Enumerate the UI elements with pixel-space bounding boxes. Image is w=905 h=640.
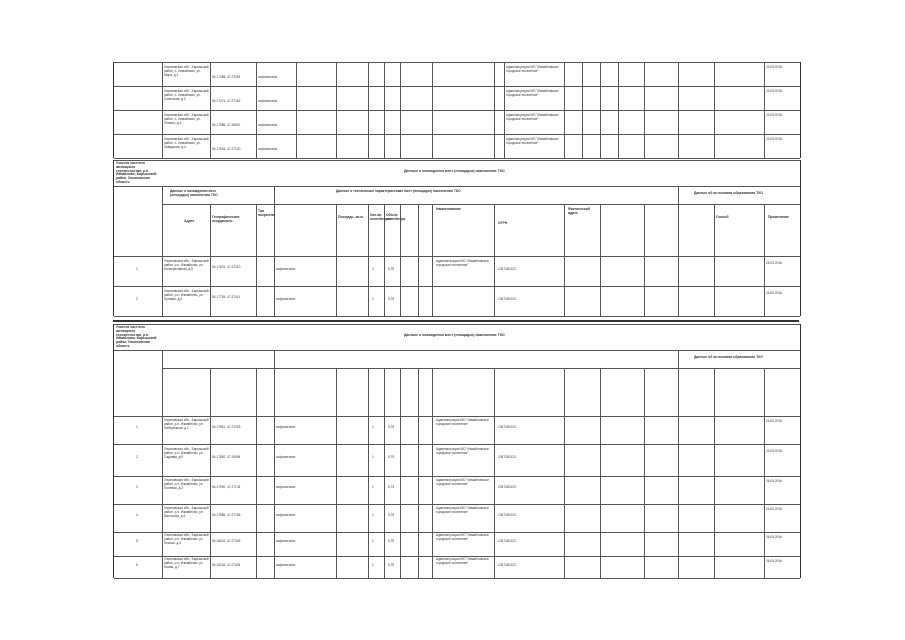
s3-row6-date: 24.05.2016 <box>766 559 782 563</box>
s3-row1-owner: Администрация МО "Измайловское городское поселение" <box>436 418 489 426</box>
s3-row4-owner: Администрация МО "Измайловское городское поселение" <box>436 506 489 514</box>
s1-row4-owner: Администрация МО "Измайловское городское поселение" <box>506 137 559 145</box>
s1-row1-owner: Администрация МО "Измайловское городское поселение" <box>506 65 559 73</box>
s2-row1-owner: Администрация МО "Измайловское городское поселение" <box>436 259 489 267</box>
s3-row5-ogrn: 1057300123 <box>498 539 516 543</box>
s1-row4-address: Ульяновская обл., Барышский район, п. Измайлово, ул. Заводская, д.4 <box>164 137 209 149</box>
s2-col-fact-address: Фактический адрес <box>568 207 590 215</box>
s2-row2-date: 24.05.2016 <box>766 291 782 295</box>
s1-row3-coords: 54.17585, 47.26967 <box>212 123 241 127</box>
s3-row4-address: Ульяновская обл., Барышский район, р.п. Измайлово, ул. Школьная, д.4 <box>164 506 209 518</box>
s3-row6-owner: Администрация МО "Измайловское городское поселение" <box>436 557 489 565</box>
s1-row1-coords: 54.17388, 47.27091 <box>212 75 241 79</box>
s2-row2-type: асфальтовое <box>276 297 296 301</box>
s1-row1-date: 24.05.2016 <box>766 65 782 69</box>
s3-row3-address: Ульяновская обл., Барышский район, р.п. Измайлово, ул. Полевая, д.2 <box>164 478 209 490</box>
s3-row5-type: асфальтовое <box>276 539 296 543</box>
s1-row3-owner: Администрация МО "Измайловское городское поселение" <box>506 113 559 121</box>
s3-row3-count: 1 <box>372 485 374 489</box>
s2-col-name: Наименование <box>436 207 461 211</box>
s1-row4-date: 24.05.2016 <box>766 137 782 141</box>
s3-row4-date: 24.05.2016 <box>766 507 782 511</box>
s3-row2-num: 2 <box>136 455 138 459</box>
s3-row5-count: 1 <box>372 539 374 543</box>
s2-row1-type: асфальтовое <box>276 267 296 271</box>
s2-loc-header: Данные о нахождении мест (площадок) накопления ТКО <box>170 189 218 197</box>
s3-row6-count: 1 <box>372 563 374 567</box>
s2-col-type: Тип покрытия <box>258 209 275 217</box>
s2-row1-coords: 54.17601, 47.27210 <box>212 265 241 269</box>
s3-row5-date: 24.05.2016 <box>766 535 782 539</box>
s3-row1-num: 1 <box>136 425 138 429</box>
s2-row1-date: 24.05.2016 <box>766 261 782 265</box>
section-1-table <box>113 62 801 158</box>
s2-right-band: Данные об источниках образования ТКО <box>694 191 763 195</box>
s2-col-volume: Объем контейнера <box>386 213 406 221</box>
s2-title: Участок частного жилищного строительства, р.п. Измайлово, Барышский район, Ульяновская область <box>116 161 157 184</box>
s3-row4-num: 4 <box>136 513 138 517</box>
s1-row2-coords: 54.17471, 47.27262 <box>212 99 241 103</box>
s3-row2-volume: 0,75 <box>388 455 395 459</box>
s2-col-address: Адрес <box>184 219 195 223</box>
s3-row4-ogrn: 1057300123 <box>498 513 516 517</box>
s2-row2-num: 2 <box>136 297 138 301</box>
s3-row1-address: Ульяновская обл., Барышский район, р.п. Измайлово, ул. Набережная, д.1 <box>164 418 209 430</box>
s3-row2-address: Ульяновская обл., Барышский район, р.п. Измайлово, ул. Садовая, д.9 <box>164 447 209 459</box>
s3-row2-coords: 54.17852, 47.26994 <box>212 455 241 459</box>
s3-row6-num: 6 <box>136 563 138 567</box>
s3-row4-volume: 0,75 <box>388 513 395 517</box>
s2-row2-coords: 54.17705, 47.27411 <box>212 295 241 299</box>
s2-col-count: Кол-во контейнеров <box>370 213 392 221</box>
s2-row1-address: Ульяновская обл., Барышский район, р.п. Измайлово, ул. Кооперативная, д.5 <box>164 259 209 271</box>
section-2-table <box>113 160 801 316</box>
s3-row4-count: 1 <box>372 513 374 517</box>
s3-row6-type: асфальтовое <box>276 563 296 567</box>
section-divider <box>113 320 799 322</box>
s3-right-band: Данные об источниках образования ТКО <box>694 355 763 359</box>
s3-row2-owner: Администрация МО "Измайловское городское поселение" <box>436 447 489 455</box>
s1-row4-type: асфальтовое <box>258 147 278 151</box>
section-3-table <box>113 324 801 578</box>
s2-col-ogrn: ОГРН <box>498 221 508 225</box>
s3-title: Участок частного жилищного строительства, р.п. Измайлово, Барышский район, Ульяновская область <box>116 325 157 348</box>
s3-row5-owner: Администрация МО "Измайловское городское поселение" <box>436 533 489 541</box>
s3-row6-coords: 54.18118, 47.27405 <box>212 563 241 567</box>
s1-row3-type: асфальтовое <box>258 123 278 127</box>
s3-row3-num: 3 <box>136 485 138 489</box>
s1-row4-coords: 54.17634, 47.27120 <box>212 147 241 151</box>
s3-row2-type: асфальтовое <box>276 455 296 459</box>
s2-band: Данные о нахождении мест (площадок) накопления ТКО <box>404 169 505 173</box>
s2-row2-address: Ульяновская обл., Барышский район, р.п. Измайлово, ул. Луговая, д.6 <box>164 289 209 301</box>
s1-row2-date: 24.05.2016 <box>766 89 782 93</box>
s3-row3-owner: Администрация МО "Измайловское городское поселение" <box>436 478 489 486</box>
s1-row3-address: Ульяновская обл., Барышский район, п. Измайлово, ул. Ленина, д.3 <box>164 113 209 125</box>
document-sheet <box>113 62 799 578</box>
s3-band: Данные о нахождении мест (площадок) накопления ТКО <box>404 333 505 337</box>
s3-row1-date: 24.05.2016 <box>766 419 782 423</box>
s2-col-method: Способ <box>716 215 729 219</box>
s1-row2-type: асфальтовое <box>258 99 278 103</box>
s3-row5-num: 5 <box>136 539 138 543</box>
s3-row6-address: Ульяновская обл., Барышский район, р.п. Измайлово, ул. Новая, д.7 <box>164 557 209 569</box>
s3-row1-ogrn: 1057300123 <box>498 425 516 429</box>
s3-row1-coords: 54.17810, 47.27003 <box>212 425 241 429</box>
s3-row1-type: асфальтовое <box>276 425 296 429</box>
s2-row2-owner <box>436 290 492 314</box>
s3-row1-volume: 0,75 <box>388 425 395 429</box>
s3-row4-type: асфальтовое <box>276 513 296 517</box>
s3-row5-volume: 0,75 <box>388 539 395 543</box>
s3-row3-coords: 54.17920, 47.27134 <box>212 485 241 489</box>
s2-row2-ogrn: 1057300123 <box>498 297 516 301</box>
s1-row2-address: Ульяновская обл., Барышский район, п. Измайлово, ул. Советская, д.2 <box>164 89 209 101</box>
s3-row2-count: 1 <box>372 455 374 459</box>
s3-row1-count: 1 <box>372 425 374 429</box>
s2-col-coords: Географические координаты <box>212 215 240 223</box>
s3-row4-coords: 54.17986, 47.27256 <box>212 513 241 517</box>
s2-row2-volume: 0,75 <box>388 297 395 301</box>
s3-row2-date: 24.05.2016 <box>766 449 782 453</box>
s2-row1-volume: 0,75 <box>388 267 395 271</box>
s2-row1-num: 1 <box>136 267 138 271</box>
s3-row3-date: 24.05.2016 <box>766 479 782 483</box>
s2-col-area: Площадь, кв.м. <box>338 215 364 219</box>
s1-row1-type: асфальтовое <box>258 75 278 79</box>
s2-tech-header: Данные о технических характеристиках мест (площадок) накопления ТКО <box>336 189 461 193</box>
s3-row6-ogrn: 1057300123 <box>498 563 516 567</box>
s1-row3-date: 24.05.2016 <box>766 113 782 117</box>
s1-row2-owner: Администрация МО "Измайловское городское поселение" <box>506 89 559 97</box>
s2-row2-count: 2 <box>372 297 374 301</box>
s2-col-note: Примечание <box>768 215 789 219</box>
s3-row6-volume: 0,75 <box>388 563 395 567</box>
s3-row5-address: Ульяновская обл., Барышский район, р.п. Измайлово, ул. Лесная, д.3 <box>164 533 209 545</box>
s3-row5-coords: 54.18042, 47.27309 <box>212 539 241 543</box>
s1-row1-address: Ульяновская обл., Барышский район, п. Измайлово, ул. Мира, д.1 <box>164 65 209 77</box>
s3-row3-volume: 0,75 <box>388 485 395 489</box>
s2-row1-ogrn: 1057300123 <box>498 267 516 271</box>
s3-row3-type: асфальтовое <box>276 485 296 489</box>
s2-row1-count: 2 <box>372 267 374 271</box>
s3-row2-ogrn: 1057300123 <box>498 455 516 459</box>
s3-row3-ogrn: 1057300123 <box>498 485 516 489</box>
